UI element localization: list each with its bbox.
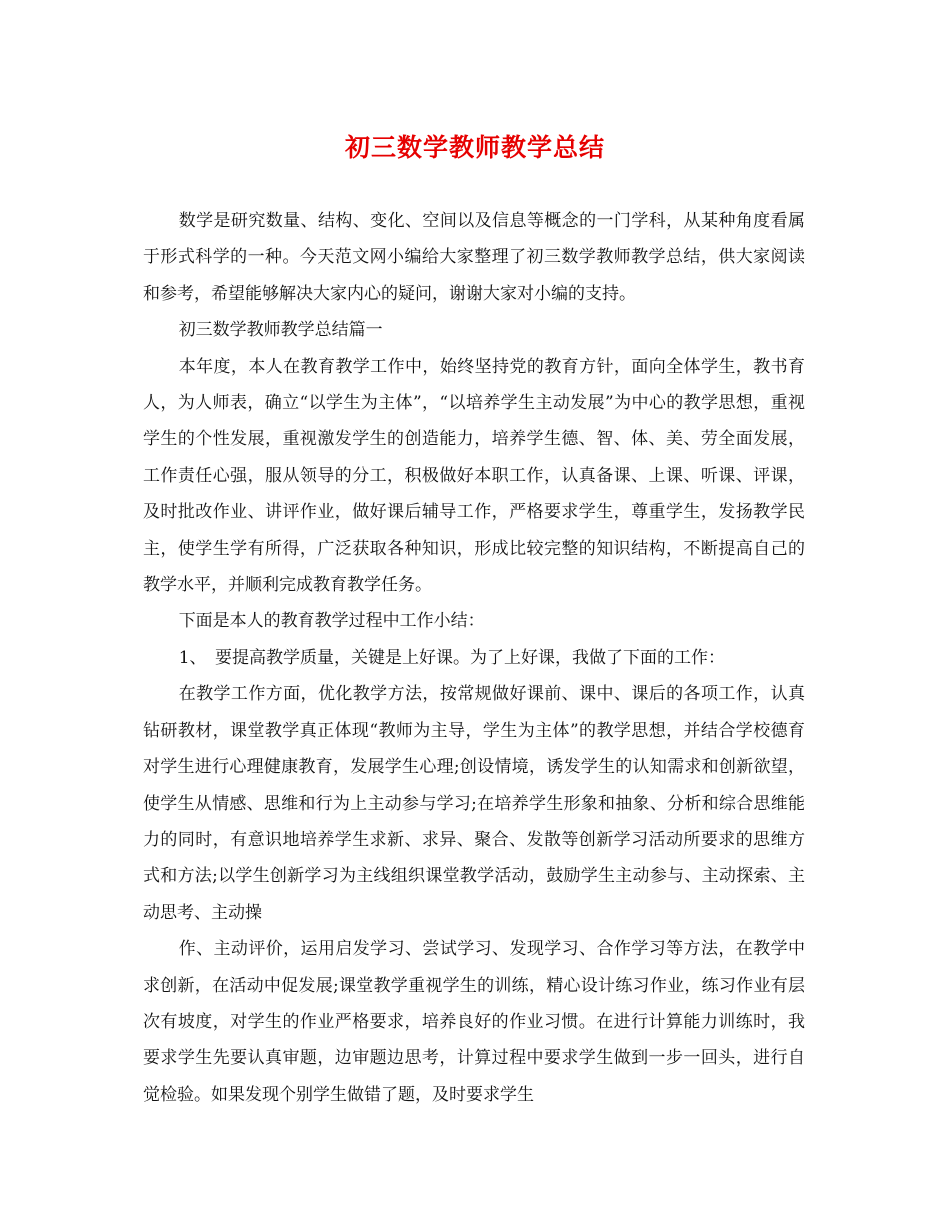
section-heading: 初三数学教师教学总结篇一 (178, 320, 383, 341)
body-paragraph: 本年度，本人在教育教学工作中，始终坚持党的教育方针，面向全体学生，教书育人，为人师表，确立“以学生为主体”，“以培养学生主动发展”为中心的教学思想，重视学生的个性发展，重视激发学生的创造能力，培养学生德、智、体、美、劳全面发展，工作责任心强，服从领导的分工，积极做好本职工作，认真备课、上课、听课、评课，及时批改作业、讲评作业，做好课后辅导工作，严格要求学生，尊重学生，发扬教学民主，使学生学有所得，广泛获取各种知识，形成比较完整的知识结构，不断提高自己的教学水平，并顺利完成教育教学任务。 (143, 356, 805, 596)
body-paragraph: 下面是本人的教育教学过程中工作小结： (178, 611, 485, 632)
document-body (143, 203, 805, 1113)
numbered-item: 1、 要提高教学质量，关键是上好课。为了上好课，我做了下面的工作： (178, 647, 726, 668)
page-title: 初三数学教师教学总结 (344, 133, 605, 162)
body-paragraph: 在教学工作方面，优化教学方法，按常规做好课前、课中、课后的各项工作，认真钻研教材，课堂教学真正体现“教师为主导，学生为主体”的教学思想，并结合学校德育对学生进行心理健康教育，发展学生心理;创设情境，诱发学生的认知需求和创新欲望，使学生从情感、思维和行为上主动参与学习;在培养学生形象和抽象、分析和综合思维能力的同时，有意识地培养学生求新、求异、聚合、发散等创新学习活动所要求的思维方式和方法;以学生创新学习为主线组织课堂教学活动，鼓励学生主动参与、主动探索、主动思考、主动操 (143, 684, 805, 923)
body-paragraph: 作、主动评价，运用启发学习、尝试学习、发现学习、合作学习等方法，在教学中求创新，在活动中促发展;课堂教学重视学生的训练，精心设计练习作业，练习作业有层次有坡度，对学生的作业严格要求，培养良好的作业习惯。在进行计算能力训练时，我要求学生先要认真审题，边审题边思考，计算过程中要求学生做到一步一回头，进行自觉检验。如果发现个别学生做错了题，及时要求学生 (143, 939, 805, 1105)
intro-paragraph: 数学是研究数量、结构、变化、空间以及信息等概念的一门学科，从某种角度看属于形式科学的一种。今天范文网小编给大家整理了初三数学教师教学总结，供大家阅读和参考，希望能够解决大家内心的疑问，谢谢大家对小编的支持。 (143, 211, 805, 304)
